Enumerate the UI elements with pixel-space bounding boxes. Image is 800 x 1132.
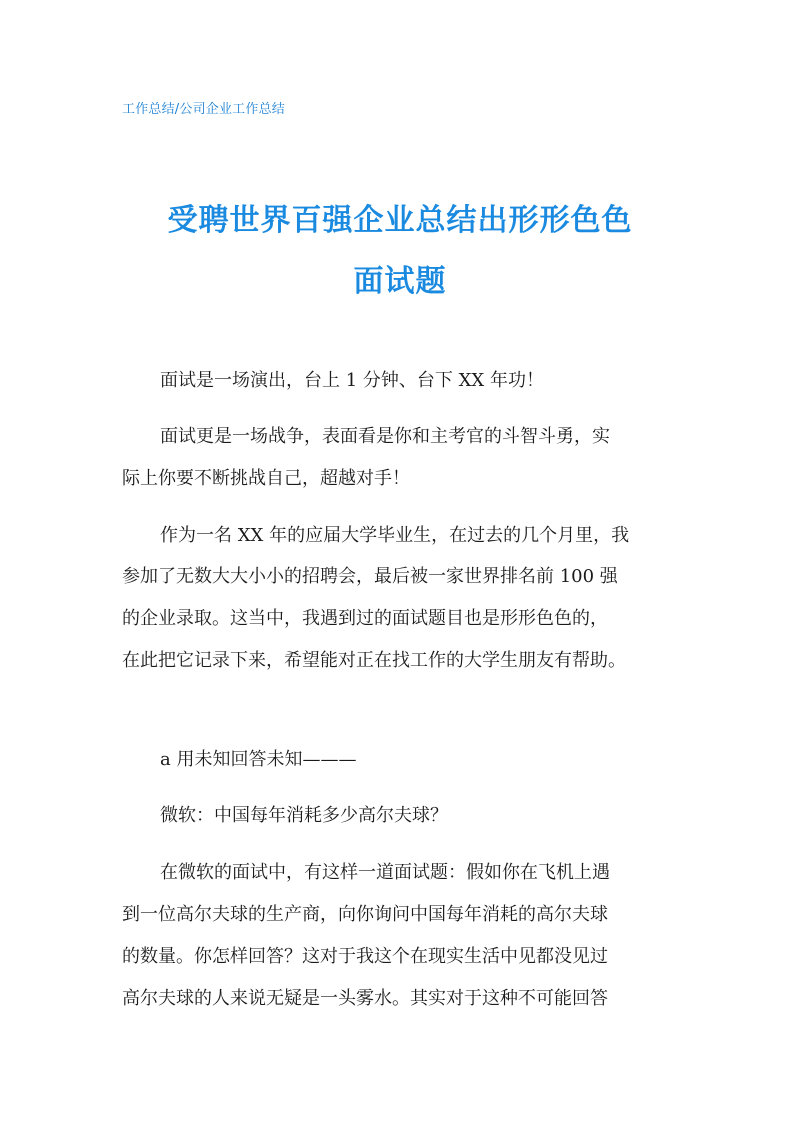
paragraph-3-line-3: 的企业录取。这当中，我遇到过的面试题目也是形形色色的， xyxy=(122,608,608,629)
section-heading-a: a 用未知回答未知——— xyxy=(160,749,357,770)
paragraph-3-line-1: 作为一名 XX 年的应届大学毕业生，在过去的几个月里，我 xyxy=(160,525,630,546)
page-title-line-1: 受聘世界百强企业总结出形形色色 xyxy=(167,203,633,238)
paragraph-3-line-4: 在此把它记录下来，希望能对正在找工作的大学生朋友有帮助。 xyxy=(122,650,626,671)
paragraph-5-line-2: 到一位高尔夫球的生产商，向你询问中国每年消耗的高尔夫球 xyxy=(122,904,608,925)
paragraph-3-line-2: 参加了无数大大小小的招聘会，最后被一家世界排名前 100 强 xyxy=(122,566,618,587)
paragraph-2-line-2: 际上你要不断挑战自己，超越对手！ xyxy=(122,468,410,489)
paragraph-5-line-1: 在微软的面试中，有这样一道面试题：假如你在飞机上遇 xyxy=(160,862,610,883)
paragraph-2-line-1: 面试更是一场战争，表面看是你和主考官的斗智斗勇，实 xyxy=(160,426,610,447)
paragraph-5-line-3: 的数量。你怎样回答？这对于我这个在现实生活中见都没见过 xyxy=(122,946,608,967)
paragraph-4-line-1: 微软：中国每年消耗多少高尔夫球？ xyxy=(160,805,448,826)
breadcrumb: 工作总结/公司企业工作总结 xyxy=(122,102,285,117)
paragraph-1-line-1: 面试是一场演出，台上 1 分钟、台下 XX 年功！ xyxy=(160,370,544,391)
page-title-line-2: 面试题 xyxy=(353,264,447,299)
paragraph-5-line-4: 高尔夫球的人来说无疑是一头雾水。其实对于这种不可能回答 xyxy=(122,988,608,1009)
